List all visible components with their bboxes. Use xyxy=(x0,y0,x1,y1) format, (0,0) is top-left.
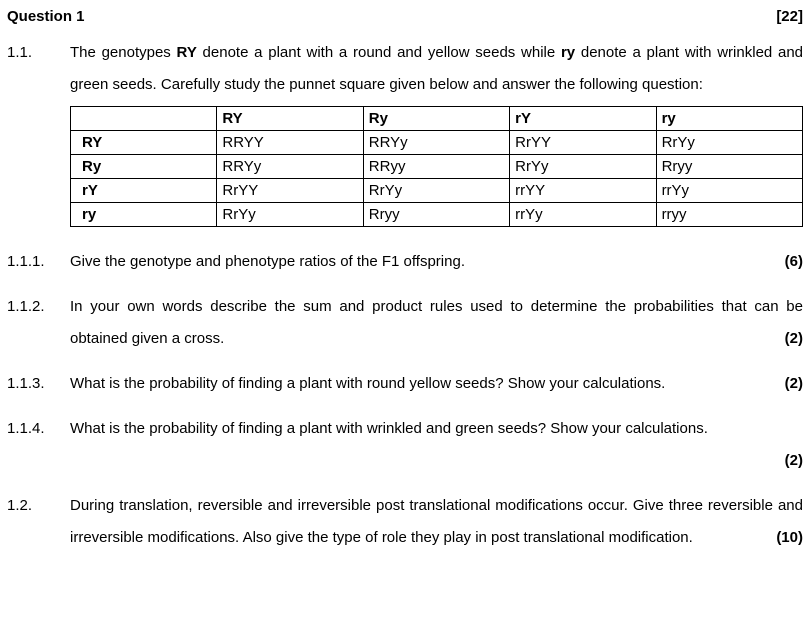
question-header xyxy=(7,6,803,28)
punnett-cell: Rryy xyxy=(363,203,509,227)
punnett-cell: RRYY xyxy=(217,131,363,155)
intro-text-part-2: denote a plant with a round and yellow seeds while xyxy=(196,44,561,61)
question-body xyxy=(70,413,803,477)
punnett-cell: Rryy xyxy=(656,155,802,179)
total-marks: [22] xyxy=(776,8,803,25)
punnett-corner-cell xyxy=(71,107,217,131)
punnett-column-header: RY xyxy=(217,107,363,131)
punnett-cell: rryy xyxy=(656,203,802,227)
punnett-cell: RrYY xyxy=(217,179,363,203)
question-marks: (2) xyxy=(784,452,803,469)
question-number: 1.1.2. xyxy=(7,298,45,315)
intro-text-part-3: denote a plant with wrinkled and green seeds. Carefully study the punnet square given below and answer the following question: xyxy=(70,44,804,93)
question-1-1-2 xyxy=(7,291,803,355)
question-1-2 xyxy=(7,490,803,554)
intro-text-part-1: The genotypes xyxy=(70,44,177,61)
question-text: In your own words describe the sum and product rules used to determine the probabilities that can be obtained given a cross. xyxy=(70,298,803,347)
punnett-cell: rrYy xyxy=(656,179,802,203)
question-marks: (2) xyxy=(781,368,803,400)
question-text: During translation, reversible and irreversible post translational modifications occur. Give three reversible and irreversible modifications. Also give the type of role they play in post translational modification. xyxy=(70,497,803,546)
punnett-column-header: ry xyxy=(656,107,802,131)
punnett-row xyxy=(71,203,803,227)
punnett-cell: RrYy xyxy=(656,131,802,155)
question-body xyxy=(70,368,803,400)
question-intro-text xyxy=(70,37,803,101)
punnett-cell: RRyy xyxy=(363,155,509,179)
question-marks: (10) xyxy=(772,522,803,554)
question-number: 1.1.4. xyxy=(7,420,45,437)
punnett-cell: rrYY xyxy=(510,179,656,203)
question-marks: (6) xyxy=(781,246,803,278)
punnett-cell: rrYy xyxy=(510,203,656,227)
genotype-ry-uppercase: RY xyxy=(176,44,197,61)
question-1-1-4 xyxy=(7,413,803,477)
question-text: Give the genotype and phenotype ratios of the F1 offspring. xyxy=(70,253,465,270)
punnett-row-header: RY xyxy=(71,131,217,155)
punnett-cell: RRYy xyxy=(217,155,363,179)
punnett-row xyxy=(71,179,803,203)
question-1-1-1 xyxy=(7,246,803,278)
punnett-row-header: Ry xyxy=(71,155,217,179)
punnett-row xyxy=(71,131,803,155)
punnett-cell: RrYy xyxy=(217,203,363,227)
question-1-1 xyxy=(7,37,803,101)
punnett-square-table xyxy=(70,106,803,227)
question-marks: (2) xyxy=(781,323,803,355)
punnett-column-header: rY xyxy=(510,107,656,131)
genotype-ry-lowercase: ry xyxy=(560,44,576,61)
question-text: What is the probability of finding a plant with round yellow seeds? Show your calculations. xyxy=(70,375,666,392)
question-1-1-3 xyxy=(7,368,803,400)
punnett-row-header: ry xyxy=(71,203,217,227)
question-text: What is the probability of finding a plant with wrinkled and green seeds? Show your calculations. xyxy=(70,420,708,437)
question-number: 1.1. xyxy=(7,44,33,61)
punnett-row-header: rY xyxy=(71,179,217,203)
punnett-cell: RRYy xyxy=(363,131,509,155)
question-title: Question 1 xyxy=(7,8,85,25)
question-body xyxy=(70,291,803,355)
punnett-cell: RrYY xyxy=(510,131,656,155)
punnett-row xyxy=(71,155,803,179)
punnett-cell: RrYy xyxy=(510,155,656,179)
punnett-header-row xyxy=(71,107,803,131)
question-body xyxy=(70,37,803,101)
punnett-cell: RrYy xyxy=(363,179,509,203)
question-body xyxy=(70,490,803,554)
question-body xyxy=(70,246,803,278)
question-number: 1.2. xyxy=(7,497,33,514)
question-number: 1.1.3. xyxy=(7,375,45,392)
punnett-column-header: Ry xyxy=(363,107,509,131)
question-number: 1.1.1. xyxy=(7,253,45,270)
